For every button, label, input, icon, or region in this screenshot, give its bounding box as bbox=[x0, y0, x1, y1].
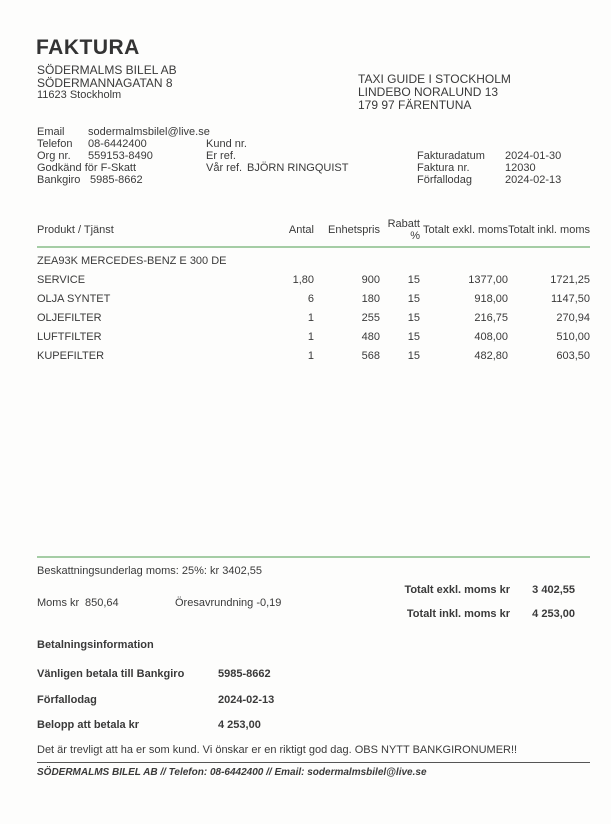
telefon-label: Telefon bbox=[37, 138, 73, 150]
cell-exkl: 1377,00 bbox=[468, 274, 508, 286]
tax-basis-text: Beskattningsunderlag moms: 25%: kr 3402,55 bbox=[37, 565, 263, 577]
column-header-antal: Antal bbox=[282, 218, 314, 247]
amount-to-pay-label: Belopp att betala kr bbox=[37, 719, 140, 731]
payment-info-heading: Betalningsinformation bbox=[37, 639, 154, 651]
cell-inkl: 1721,25 bbox=[550, 274, 590, 286]
cell-enhetspris: 255 bbox=[361, 312, 380, 324]
varref-label: Vår ref. bbox=[206, 162, 243, 174]
fakturadatum-value: 2024-01-30 bbox=[505, 150, 562, 162]
footer-legal-line: SÖDERMALMS BILEL AB // Telefon: 08-6442400 // Email: sodermalmsbilel@live.se bbox=[37, 767, 427, 778]
amount-to-pay-value: 4 253,00 bbox=[218, 719, 261, 731]
fakturanr-label: Faktura nr. bbox=[417, 162, 470, 174]
kundnr-label: Kund nr. bbox=[206, 138, 247, 150]
customer-street: LINDEBO NORALUND 13 bbox=[358, 85, 499, 99]
column-header-exkl: Totalt exkl. moms bbox=[420, 218, 508, 247]
bankgiro-label: Bankgiro bbox=[37, 174, 81, 186]
total-incl-vat-value: 4 253,00 bbox=[532, 608, 575, 620]
page-title: FAKTURA bbox=[36, 36, 140, 59]
cell-enhetspris: 900 bbox=[361, 274, 380, 286]
vehicle-group-label: ZEA93K MERCEDES-BENZ E 300 DE bbox=[37, 255, 227, 267]
table-row bbox=[37, 267, 590, 286]
cell-antal: 1 bbox=[307, 350, 314, 362]
customer-city: 179 97 FÄRENTUNA bbox=[358, 98, 472, 112]
cell-enhetspris: 568 bbox=[361, 350, 380, 362]
cell-rabatt: 15 bbox=[407, 312, 420, 324]
email-label: Email bbox=[37, 126, 65, 138]
cell-inkl: 1147,50 bbox=[551, 293, 590, 305]
cell-rabatt: 15 bbox=[407, 274, 420, 286]
cell-rabatt: 15 bbox=[407, 293, 420, 305]
cell-produkt: OLJEFILTER bbox=[37, 312, 102, 324]
column-header-rabatt: Rabatt % bbox=[380, 218, 420, 247]
cell-inkl: 603,50 bbox=[556, 350, 590, 362]
fakturadatum-label: Fakturadatum bbox=[417, 150, 485, 162]
vat-label: Moms kr bbox=[37, 597, 80, 609]
cell-enhetspris: 480 bbox=[361, 331, 380, 343]
total-excl-vat-label: Totalt exkl. moms kr bbox=[404, 584, 510, 596]
cell-rabatt: 15 bbox=[407, 350, 420, 362]
forfallodag-value: 2024-02-13 bbox=[505, 174, 562, 186]
email-value: sodermalmsbilel@live.se bbox=[88, 126, 210, 138]
supplier-city: 11623 Stockholm bbox=[37, 89, 122, 101]
fskatt-text: Godkänd för F-Skatt bbox=[37, 162, 137, 174]
cell-exkl: 408,00 bbox=[474, 331, 508, 343]
table-row bbox=[37, 286, 590, 305]
cell-rabatt: 15 bbox=[407, 331, 420, 343]
supplier-name: SÖDERMALMS BILEL AB bbox=[37, 63, 177, 77]
telefon-value: 08-6442400 bbox=[88, 138, 147, 150]
vat-value: 850,64 bbox=[85, 597, 119, 609]
cell-antal: 1 bbox=[307, 331, 314, 343]
forfallodag-label: Förfallodag bbox=[417, 174, 473, 186]
cell-exkl: 918,00 bbox=[474, 293, 508, 305]
line-items-table bbox=[37, 218, 590, 362]
table-row bbox=[37, 343, 590, 362]
pay-to-bankgiro-label: Vänligen betala till Bankgiro bbox=[37, 668, 185, 680]
erref-label: Er ref. bbox=[206, 150, 236, 162]
closing-message: Det är trevligt att ha er som kund. Vi önskar er en riktigt god dag. OBS NYTT BANKGIRONUMER!! bbox=[37, 744, 518, 756]
cell-exkl: 482,80 bbox=[474, 350, 508, 362]
cell-enhetspris: 180 bbox=[361, 293, 380, 305]
cell-inkl: 510,00 bbox=[556, 331, 590, 343]
cell-inkl: 270,94 bbox=[556, 312, 590, 324]
footer-divider bbox=[37, 762, 590, 763]
customer-name: TAXI GUIDE I STOCKHOLM bbox=[358, 72, 511, 86]
summary-divider bbox=[37, 556, 590, 558]
cell-antal: 1 bbox=[307, 312, 314, 324]
table-row bbox=[37, 324, 590, 343]
cell-antal: 1,80 bbox=[292, 274, 314, 286]
pay-to-bankgiro-value: 5985-8662 bbox=[218, 668, 271, 680]
cell-produkt: KUPEFILTER bbox=[37, 350, 105, 362]
column-header-inkl: Totalt inkl. moms bbox=[508, 218, 590, 247]
cell-exkl: 216,75 bbox=[474, 312, 508, 324]
rounding-text: Öresavrundning -0,19 bbox=[175, 597, 282, 609]
total-excl-vat-value: 3 402,55 bbox=[532, 584, 575, 596]
total-incl-vat-label: Totalt inkl. moms kr bbox=[406, 608, 510, 620]
orgnr-value: 559153-8490 bbox=[88, 150, 153, 162]
cell-produkt: SERVICE bbox=[37, 274, 86, 286]
column-header-produkt: Produkt / Tjänst bbox=[37, 218, 282, 247]
fakturanr-value: 12030 bbox=[505, 162, 536, 174]
cell-antal: 6 bbox=[307, 293, 314, 305]
orgnr-label: Org nr. bbox=[37, 150, 71, 162]
cell-produkt: LUFTFILTER bbox=[37, 331, 102, 343]
varref-value: BJÖRN RINGQUIST bbox=[247, 162, 349, 174]
bankgiro-value: 5985-8662 bbox=[90, 174, 143, 186]
table-header-row bbox=[37, 218, 590, 247]
due-date-label: Förfallodag bbox=[37, 694, 97, 706]
supplier-street: SÖDERMANNAGATAN 8 bbox=[37, 76, 173, 90]
cell-produkt: OLJA SYNTET bbox=[37, 293, 111, 305]
vehicle-group-row bbox=[37, 247, 590, 267]
column-header-enhetspris: Enhetspris bbox=[314, 218, 380, 247]
due-date-value: 2024-02-13 bbox=[218, 694, 275, 706]
table-row bbox=[37, 305, 590, 324]
